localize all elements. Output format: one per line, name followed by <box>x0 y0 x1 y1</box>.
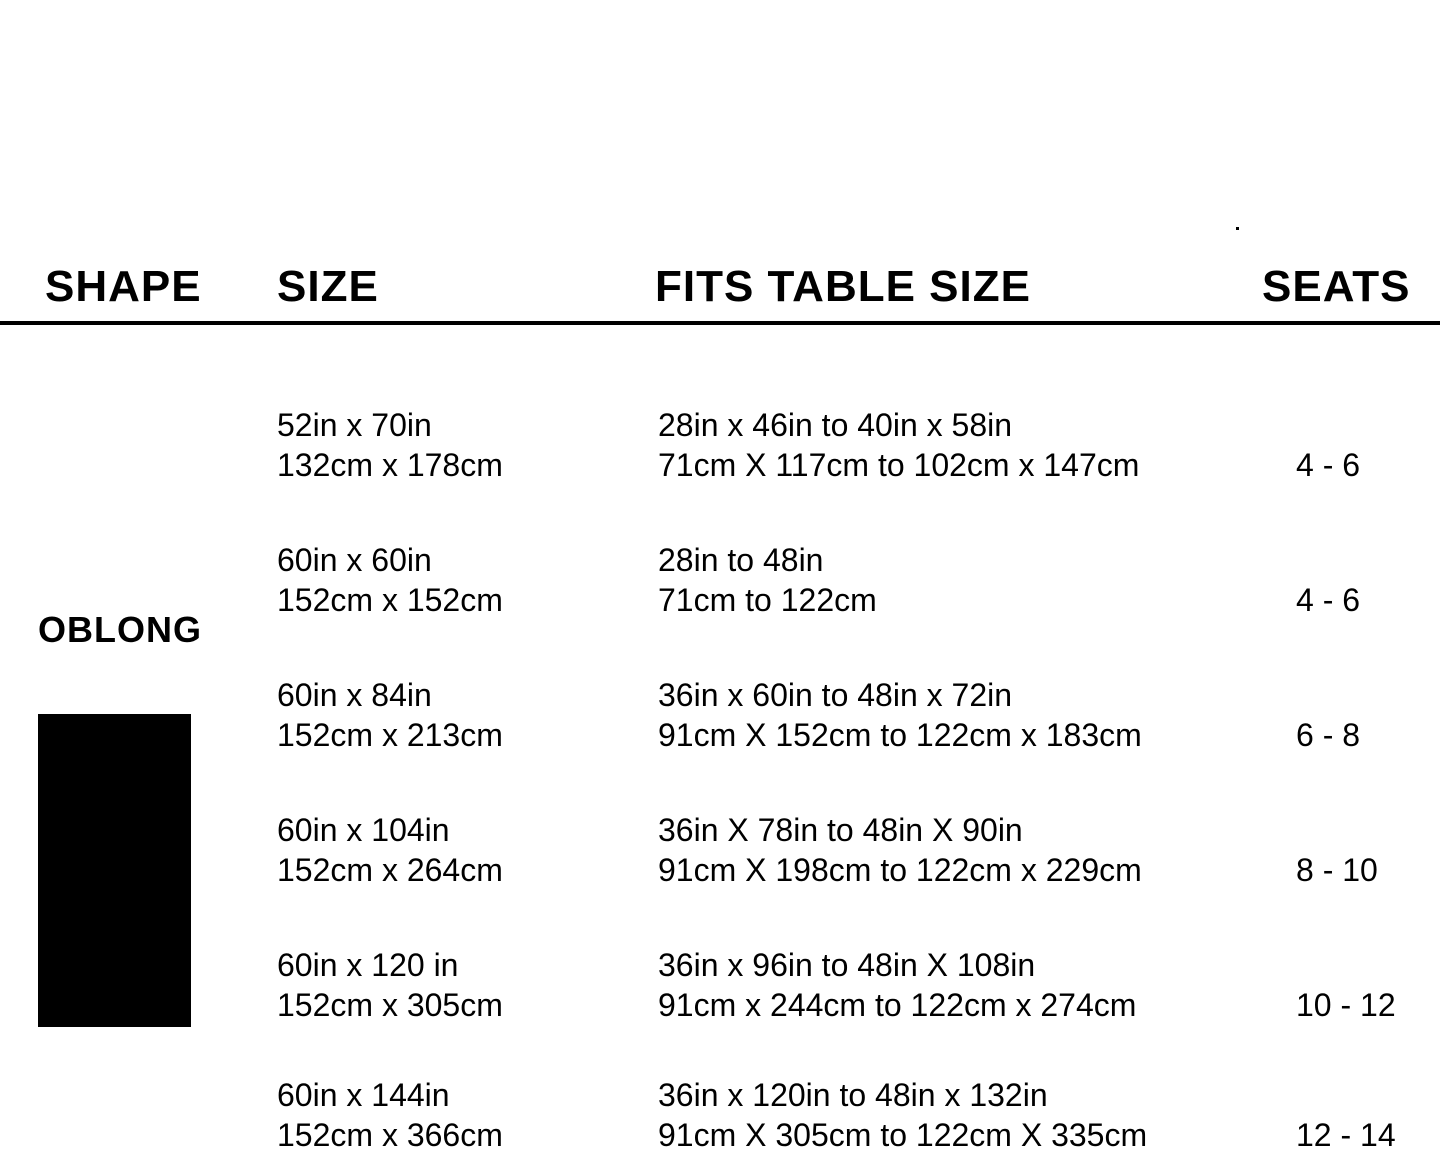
seats-value: 6 - 8 <box>1296 717 1361 753</box>
column-header-seats: SEATS <box>1262 262 1411 311</box>
fits-table-inches: 36in x 120in to 48in x 132in <box>658 1077 1048 1113</box>
fits-table-inches: 36in x 60in to 48in x 72in <box>658 677 1013 713</box>
seats-value: 10 - 12 <box>1296 987 1396 1023</box>
table-row <box>0 810 1440 890</box>
seats-value: 12 - 14 <box>1296 1117 1396 1153</box>
size-centimeters: 152cm x 152cm <box>277 582 503 618</box>
column-header-shape: SHAPE <box>45 262 202 311</box>
shape-label: OBLONG <box>38 609 202 650</box>
table-row <box>0 675 1440 755</box>
size-centimeters: 152cm x 264cm <box>277 852 503 888</box>
fits-table-centimeters: 91cm X 152cm to 122cm x 183cm <box>658 717 1142 753</box>
fits-table-centimeters: 71cm X 117cm to 102cm x 147cm <box>658 447 1140 483</box>
size-inches: 60in x 104in <box>277 812 450 848</box>
fits-table-centimeters: 91cm x 244cm to 122cm x 274cm <box>658 987 1137 1023</box>
seats-value: 8 - 10 <box>1296 852 1378 888</box>
fits-table-inches: 28in to 48in <box>658 542 824 578</box>
seats-value: 4 - 6 <box>1296 447 1361 483</box>
column-header-size: SIZE <box>277 262 379 311</box>
table-row <box>0 945 1440 1025</box>
size-centimeters: 152cm x 213cm <box>277 717 503 753</box>
fits-table-inches: 28in x 46in to 40in x 58in <box>658 407 1013 443</box>
size-inches: 60in x 60in <box>277 542 432 578</box>
column-header-fits-table-size: FITS TABLE SIZE <box>655 262 1031 311</box>
size-inches: 60in x 84in <box>277 677 432 713</box>
table-row <box>0 1075 1440 1155</box>
size-centimeters: 132cm x 178cm <box>277 447 503 483</box>
table-row <box>0 405 1440 485</box>
size-inches: 52in x 70in <box>277 407 432 443</box>
fits-table-centimeters: 71cm to 122cm <box>658 582 877 618</box>
size-inches: 60in x 144in <box>277 1077 450 1113</box>
fits-table-inches: 36in x 96in to 48in X 108in <box>658 947 1036 983</box>
size-inches: 60in x 120 in <box>277 947 459 983</box>
seats-value: 4 - 6 <box>1296 582 1361 618</box>
header-divider <box>0 321 1440 325</box>
fits-table-centimeters: 91cm X 198cm to 122cm x 229cm <box>658 852 1142 888</box>
fits-table-centimeters: 91cm X 305cm to 122cm X 335cm <box>658 1117 1148 1153</box>
table-row <box>0 540 1440 620</box>
fits-table-inches: 36in X 78in to 48in X 90in <box>658 812 1023 848</box>
size-centimeters: 152cm x 366cm <box>277 1117 503 1153</box>
stray-dot <box>1236 227 1239 230</box>
size-centimeters: 152cm x 305cm <box>277 987 503 1023</box>
